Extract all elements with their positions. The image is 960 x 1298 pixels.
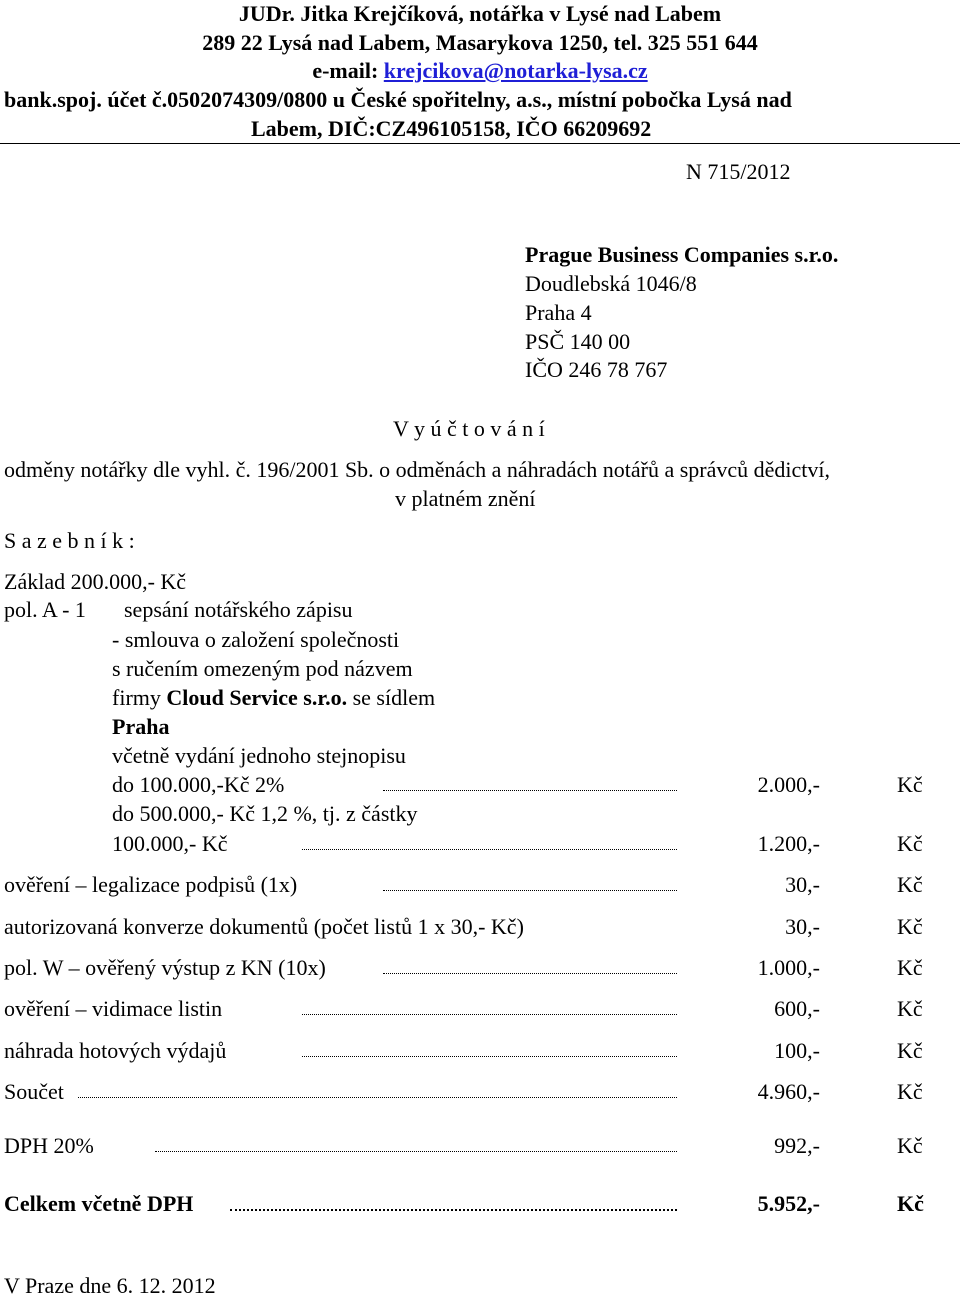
- subtitle-line-1: odměny notářky dle vyhl. č. 196/2001 Sb. o odměnách a náhradách notářů a správců dědictví,: [4, 457, 830, 482]
- leader-dots: [302, 1056, 677, 1057]
- currency: Kč: [897, 872, 923, 897]
- row-amount: 4.960,-: [757, 1079, 820, 1104]
- email-link[interactable]: krejcikova@notarka-lysa.cz: [383, 58, 648, 83]
- row-amount: 30,-: [785, 914, 820, 939]
- letterhead-email-line: [0, 60, 960, 82]
- row-label: DPH 20%: [4, 1133, 94, 1158]
- row-amount: 992,-: [774, 1133, 820, 1158]
- item-a-line-8: do 500.000,- Kč 1,2 %, tj. z částky: [112, 801, 418, 826]
- item-a-line-7: do 100.000,-Kč 2%: [112, 772, 285, 797]
- currency: Kč: [897, 1191, 924, 1216]
- row-label: Součet: [4, 1079, 64, 1104]
- sazebnik-label: S a z e b n í k :: [4, 528, 135, 553]
- currency: Kč: [897, 1038, 923, 1063]
- letterhead-line-1: JUDr. Jitka Krejčíková, notářka v Lysé nad Labem: [238, 1, 722, 26]
- currency: Kč: [897, 914, 923, 939]
- item-a-line-6: včetně vydání jednoho stejnopisu: [112, 743, 406, 768]
- row-amount: 1.000,-: [757, 955, 820, 980]
- letterhead-divider: [0, 143, 960, 144]
- currency: Kč: [897, 1079, 923, 1104]
- row-label: autorizovaná konverze dokumentů (počet listů 1 x 30,- Kč): [4, 914, 524, 939]
- recipient-city: Praha 4: [525, 300, 592, 325]
- firm-suffix: se sídlem: [347, 685, 436, 710]
- leader-dots: [383, 890, 677, 891]
- item-a-amount-1: 2.000,-: [757, 772, 820, 797]
- row-label: pol. W – ověřený výstup z KN (10x): [4, 955, 326, 980]
- letterhead-line-5: Labem, DIČ:CZ496105158, IČO 66209692: [251, 116, 652, 141]
- row-label: ověření – legalizace podpisů (1x): [4, 872, 298, 897]
- currency: Kč: [897, 831, 923, 856]
- document-title: V y ú č t o v á n í: [393, 416, 545, 441]
- subtitle-line-2: v platném znění: [395, 486, 536, 511]
- leader-dots: [302, 1014, 677, 1015]
- leader-dots: [383, 790, 677, 791]
- row-amount: 100,-: [774, 1038, 820, 1063]
- firm-prefix: firmy: [112, 685, 167, 710]
- firm-name: Cloud Service s.r.o.: [166, 685, 348, 710]
- zaklad: Základ 200.000,- Kč: [4, 569, 187, 594]
- recipient-name: Prague Business Companies s.r.o.: [525, 242, 839, 267]
- total-label: Celkem včetně DPH: [4, 1191, 194, 1216]
- item-a-line-2: - smlouva o založení společnosti: [112, 627, 400, 652]
- leader-dots: [155, 1151, 677, 1152]
- row-label: ověření – vidimace listin: [4, 996, 223, 1021]
- item-a-line-3: s ručením omezeným pod názvem: [112, 656, 413, 681]
- letterhead-line-2: 289 22 Lysá nad Labem, Masarykova 1250, tel. 325 551 644: [202, 30, 758, 55]
- recipient-street: Doudlebská 1046/8: [525, 271, 697, 296]
- currency: Kč: [897, 772, 923, 797]
- currency: Kč: [897, 1133, 923, 1158]
- recipient-zip: PSČ 140 00: [525, 329, 631, 354]
- row-amount: 600,-: [774, 996, 820, 1021]
- item-a-seat: Praha: [112, 714, 170, 739]
- leader-dots: [383, 973, 677, 974]
- item-a-line-4: [112, 687, 435, 709]
- currency: Kč: [897, 955, 923, 980]
- recipient-ico: IČO 246 78 767: [525, 357, 668, 382]
- footer-date: V Praze dne 6. 12. 2012: [4, 1273, 216, 1298]
- letterhead-line-4: bank.spoj. účet č.0502074309/0800 u České spořitelny, a.s., místní pobočka Lysá nad: [4, 87, 792, 112]
- email-label: e-mail:: [312, 58, 384, 83]
- currency: Kč: [897, 996, 923, 1021]
- leader-dots: [78, 1097, 677, 1098]
- row-amount: 30,-: [785, 872, 820, 897]
- leader-dots: [302, 849, 677, 850]
- row-label: náhrada hotových výdajů: [4, 1038, 227, 1063]
- item-a-line-1: sepsání notářského zápisu: [124, 597, 353, 622]
- total-amount: 5.952,-: [757, 1191, 820, 1216]
- item-a-amount-2: 1.200,-: [757, 831, 820, 856]
- item-a-line-9: 100.000,- Kč: [112, 831, 228, 856]
- item-a-prefix: pol. A - 1: [4, 597, 86, 622]
- reference-number: N 715/2012: [686, 159, 791, 184]
- leader-dots: [230, 1209, 677, 1211]
